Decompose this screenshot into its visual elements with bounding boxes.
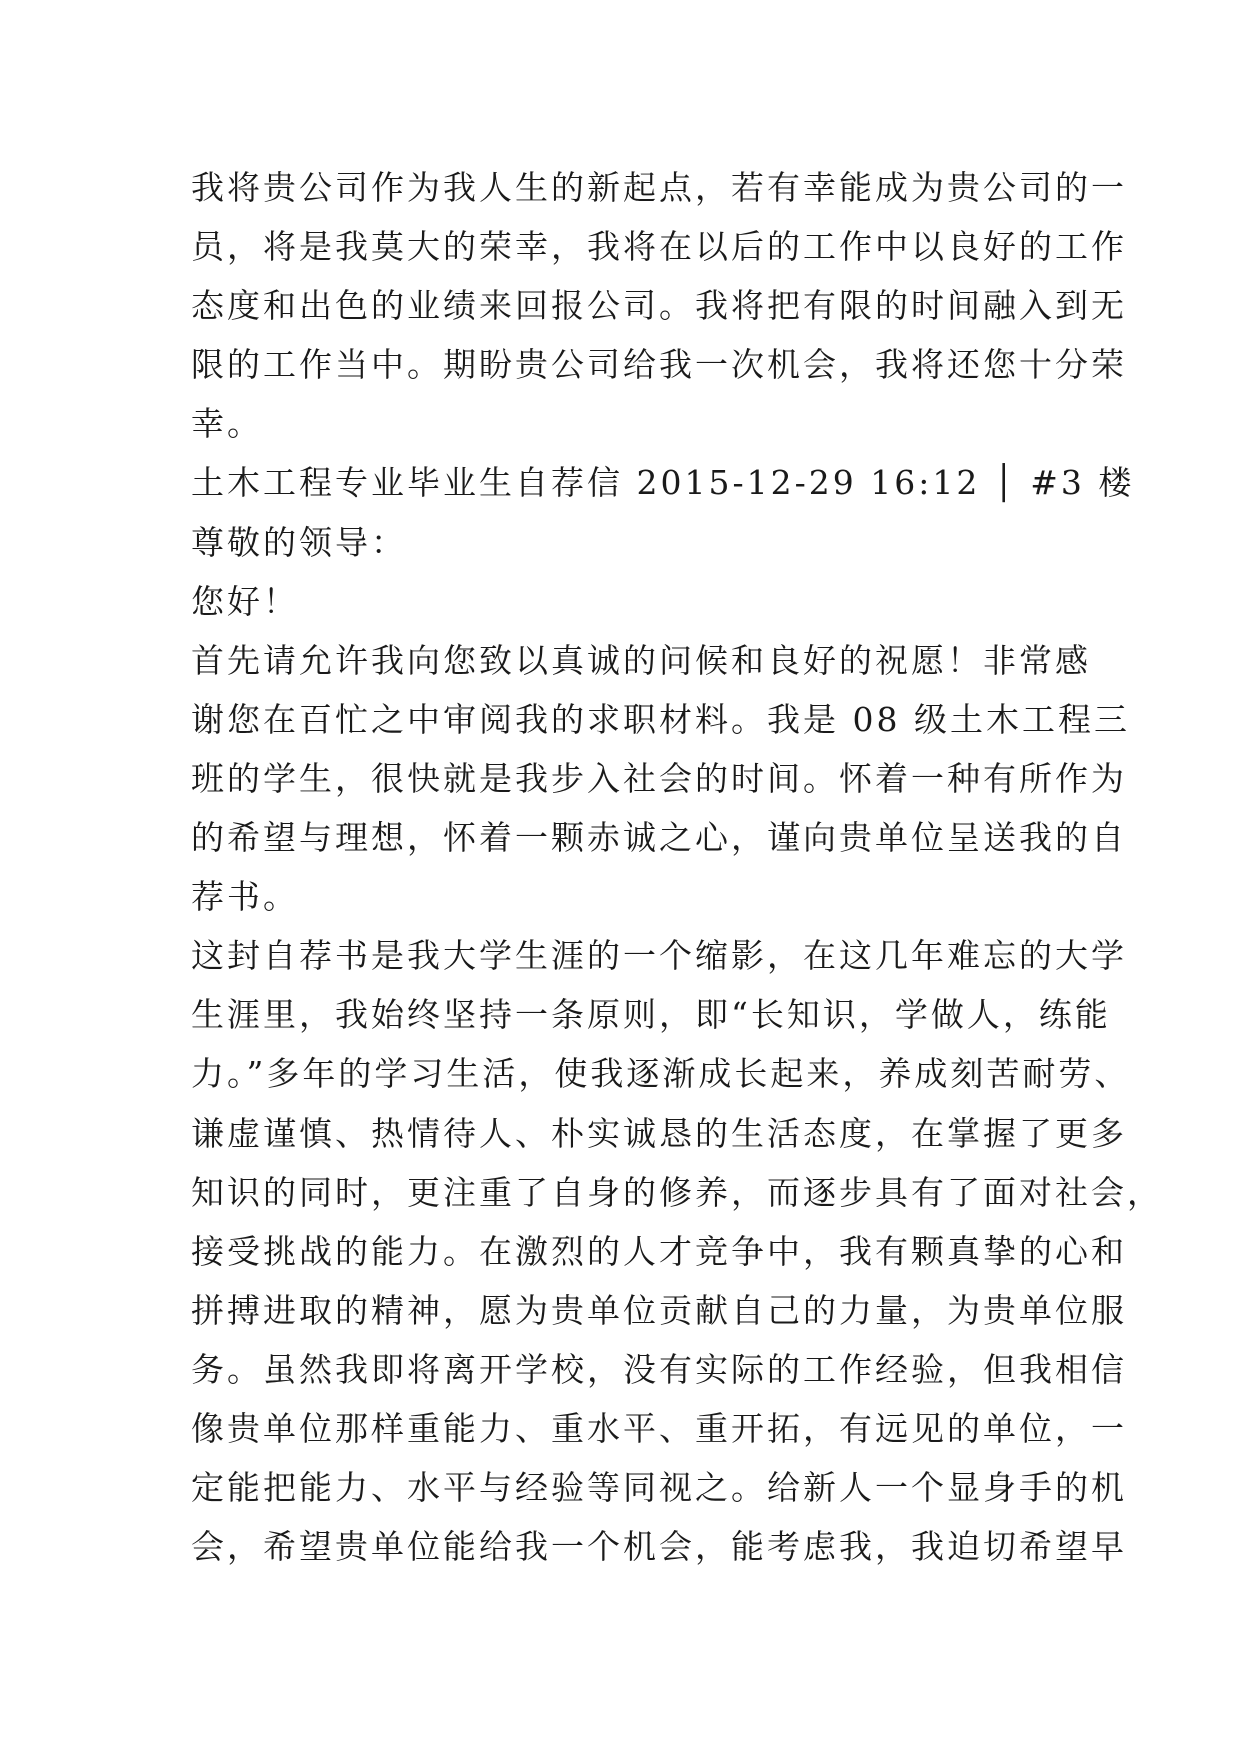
text-line: 拼搏进取的精神，愿为贵单位贡献自己的力量，为贵单位服	[191, 1290, 1127, 1330]
text-line: 限的工作当中。期盼贵公司给我一次机会，我将还您十分荣	[191, 345, 1127, 385]
text-line: 的希望与理想，怀着一颗赤诚之心，谨向贵单位呈送我的自	[191, 818, 1127, 858]
greeting: 您好！	[191, 581, 299, 621]
text-line: 荐书。	[191, 877, 299, 917]
salutation: 尊敬的领导：	[191, 522, 407, 562]
text-line: 生涯里，我始终坚持一条原则，即“长知识，学做人，练能	[191, 995, 1111, 1035]
text-line: 知识的同时，更注重了自身的修养，而逐步具有了面对社会，	[191, 1172, 1163, 1212]
text-line: 首先请允许我向您致以真诚的问候和良好的祝愿！非常感	[191, 640, 1091, 680]
text-line: 班的学生，很快就是我步入社会的时间。怀着一种有所作为	[191, 758, 1127, 798]
text-line: 务。虽然我即将离开学校，没有实际的工作经验，但我相信	[191, 1349, 1127, 1389]
text-line: 力。”多年的学习生活，使我逐渐成长起来，养成刻苦耐劳、	[191, 1054, 1131, 1094]
post-header: 土木工程专业毕业生自荐信 2015-12-29 16:12 │ #3 楼	[191, 463, 1135, 503]
text-line: 会，希望贵单位能给我一个机会，能考虑我，我迫切希望早	[191, 1527, 1127, 1567]
text-line: 像贵单位那样重能力、重水平、重开拓，有远见的单位，一	[191, 1408, 1127, 1448]
text-line: 这封自荐书是我大学生涯的一个缩影，在这几年难忘的大学	[191, 936, 1127, 976]
text-line: 态度和出色的业绩来回报公司。我将把有限的时间融入到无	[191, 286, 1127, 326]
text-line: 接受挑战的能力。在激烈的人才竞争中，我有颗真挚的心和	[191, 1231, 1127, 1271]
text-line: 员，将是我莫大的荣幸，我将在以后的工作中以良好的工作	[191, 227, 1127, 267]
text-line: 幸。	[191, 404, 263, 444]
text-line: 谢您在百忙之中审阅我的求职材料。我是 08 级土木工程三	[191, 699, 1130, 739]
letter-body	[191, 158, 1163, 1576]
text-line: 定能把能力、水平与经验等同视之。给新人一个显身手的机	[191, 1468, 1127, 1508]
text-line: 谦虚谨慎、热情待人、朴实诚恳的生活态度，在掌握了更多	[191, 1113, 1127, 1153]
text-line: 我将贵公司作为我人生的新起点，若有幸能成为贵公司的一	[191, 168, 1127, 207]
